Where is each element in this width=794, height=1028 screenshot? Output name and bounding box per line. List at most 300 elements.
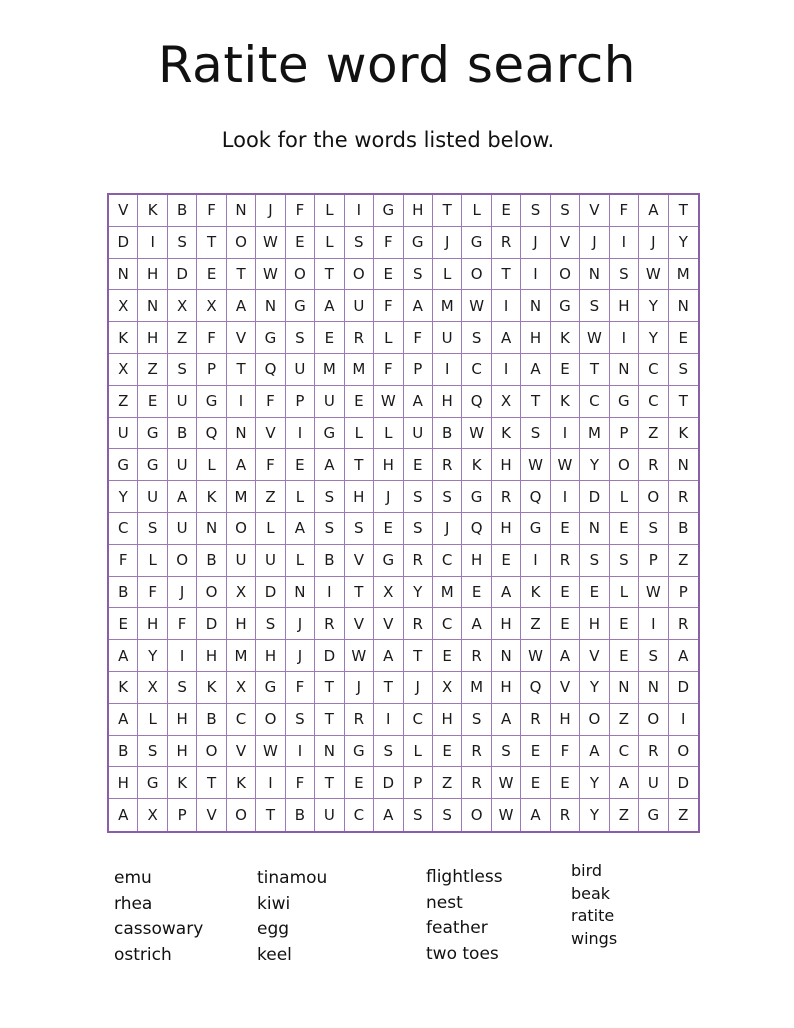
grid-cell: F: [610, 195, 639, 227]
grid-cell: O: [462, 259, 491, 291]
grid-cell: G: [138, 418, 167, 450]
grid-cell: Z: [138, 354, 167, 386]
grid-cell: K: [227, 767, 256, 799]
grid-cell: G: [462, 481, 491, 513]
grid-cell: W: [580, 322, 609, 354]
grid-cell: Z: [639, 418, 668, 450]
grid-cell: E: [492, 195, 521, 227]
grid-cell: H: [433, 704, 462, 736]
word-list-item: feather: [426, 918, 488, 938]
word-list-item: egg: [257, 919, 290, 939]
grid-cell: D: [109, 227, 138, 259]
grid-cell: G: [256, 322, 285, 354]
grid-cell: I: [551, 481, 580, 513]
grid-cell: W: [521, 640, 550, 672]
grid-cell: E: [433, 736, 462, 768]
grid-cell: E: [669, 322, 698, 354]
grid-cell: E: [551, 767, 580, 799]
word-list-column-3: [426, 865, 503, 967]
grid-cell: H: [256, 640, 285, 672]
grid-cell: E: [374, 513, 403, 545]
grid-cell: V: [551, 672, 580, 704]
grid-cell: L: [610, 577, 639, 609]
word-list-item: emu: [114, 868, 152, 888]
word-list-column-2: [257, 866, 327, 968]
grid-cell: S: [168, 672, 197, 704]
grid-cell: N: [138, 290, 167, 322]
grid-cell: E: [551, 577, 580, 609]
grid-cell: W: [345, 640, 374, 672]
grid-cell: U: [286, 354, 315, 386]
grid-cell: R: [345, 322, 374, 354]
grid-cell: I: [138, 227, 167, 259]
word-list-item: flightless: [426, 867, 503, 887]
grid-cell: N: [197, 513, 226, 545]
grid-cell: S: [492, 736, 521, 768]
grid-cell: H: [109, 767, 138, 799]
grid-cell: G: [610, 386, 639, 418]
grid-cell: T: [580, 354, 609, 386]
grid-cell: R: [639, 736, 668, 768]
grid-cell: E: [109, 608, 138, 640]
grid-cell: N: [315, 736, 344, 768]
grid-cell: S: [462, 704, 491, 736]
grid-cell: E: [610, 513, 639, 545]
grid-cell: W: [374, 386, 403, 418]
grid-cell: R: [551, 799, 580, 831]
grid-cell: E: [521, 767, 550, 799]
grid-cell: N: [286, 577, 315, 609]
grid-cell: Z: [610, 799, 639, 831]
grid-cell: S: [345, 513, 374, 545]
grid-cell: O: [197, 736, 226, 768]
grid-cell: B: [197, 704, 226, 736]
grid-cell: J: [580, 227, 609, 259]
grid-cell: C: [433, 545, 462, 577]
grid-cell: A: [168, 481, 197, 513]
grid-cell: M: [227, 481, 256, 513]
grid-cell: L: [610, 481, 639, 513]
grid-cell: K: [197, 672, 226, 704]
grid-cell: G: [639, 799, 668, 831]
grid-cell: Q: [256, 354, 285, 386]
grid-cell: F: [256, 386, 285, 418]
grid-cell: R: [404, 608, 433, 640]
grid-cell: W: [551, 449, 580, 481]
grid-cell: E: [551, 608, 580, 640]
grid-cell: A: [551, 640, 580, 672]
word-list-item: ostrich: [114, 944, 172, 965]
grid-cell: X: [374, 577, 403, 609]
grid-cell: E: [286, 227, 315, 259]
grid-cell: N: [227, 195, 256, 227]
grid-cell: F: [197, 195, 226, 227]
grid-cell: H: [610, 290, 639, 322]
grid-cell: K: [168, 767, 197, 799]
grid-cell: C: [610, 736, 639, 768]
page-title: Ratite word search: [158, 36, 636, 94]
grid-cell: V: [374, 608, 403, 640]
grid-cell: L: [197, 449, 226, 481]
grid-cell: W: [462, 290, 491, 322]
grid-cell: H: [138, 608, 167, 640]
grid-cell: F: [286, 672, 315, 704]
grid-cell: Y: [639, 290, 668, 322]
grid-cell: N: [227, 418, 256, 450]
grid-cell: E: [610, 640, 639, 672]
grid-cell: A: [492, 577, 521, 609]
grid-cell: S: [521, 418, 550, 450]
grid-cell: S: [521, 195, 550, 227]
grid-cell: K: [492, 418, 521, 450]
grid-cell: S: [138, 736, 167, 768]
grid-cell: G: [374, 195, 403, 227]
grid-cell: T: [492, 259, 521, 291]
grid-cell: O: [551, 259, 580, 291]
word-list-item: bird: [571, 861, 603, 880]
letter-grid: [107, 193, 700, 833]
grid-cell: Q: [521, 672, 550, 704]
grid-cell: R: [492, 481, 521, 513]
grid-cell: M: [345, 354, 374, 386]
grid-cell: W: [256, 259, 285, 291]
grid-cell: O: [256, 704, 285, 736]
grid-cell: R: [492, 227, 521, 259]
grid-cell: A: [109, 704, 138, 736]
instructions: Look for the words listed below.: [221, 128, 555, 152]
word-list-item: wings: [571, 928, 618, 948]
grid-cell: C: [404, 704, 433, 736]
grid-cell: S: [286, 704, 315, 736]
grid-cell: Y: [138, 640, 167, 672]
grid-cell: T: [404, 640, 433, 672]
grid-cell: X: [168, 290, 197, 322]
grid-cell: H: [492, 672, 521, 704]
grid-cell: S: [551, 195, 580, 227]
grid-cell: W: [256, 227, 285, 259]
grid-cell: F: [286, 195, 315, 227]
grid-cell: G: [138, 449, 167, 481]
grid-cell: N: [109, 259, 138, 291]
grid-cell: O: [345, 259, 374, 291]
grid-cell: X: [109, 354, 138, 386]
grid-cell: S: [345, 227, 374, 259]
grid-cell: B: [433, 418, 462, 450]
grid-cell: A: [109, 799, 138, 831]
grid-cell: E: [492, 545, 521, 577]
grid-cell: D: [669, 767, 698, 799]
grid-cell: P: [610, 418, 639, 450]
grid-cell: S: [433, 481, 462, 513]
grid-cell: A: [109, 640, 138, 672]
grid-cell: X: [109, 290, 138, 322]
grid-cell: B: [315, 545, 344, 577]
grid-cell: A: [462, 608, 491, 640]
grid-cell: S: [286, 322, 315, 354]
grid-cell: A: [227, 449, 256, 481]
grid-cell: D: [197, 608, 226, 640]
grid-cell: I: [521, 259, 550, 291]
grid-cell: U: [168, 449, 197, 481]
grid-cell: M: [315, 354, 344, 386]
grid-cell: R: [433, 449, 462, 481]
grid-cell: T: [197, 227, 226, 259]
grid-cell: V: [580, 195, 609, 227]
grid-cell: C: [462, 354, 491, 386]
grid-cell: S: [374, 736, 403, 768]
grid-cell: W: [639, 259, 668, 291]
grid-cell: F: [197, 322, 226, 354]
grid-cell: P: [286, 386, 315, 418]
grid-cell: T: [345, 449, 374, 481]
grid-cell: J: [433, 227, 462, 259]
grid-cell: X: [138, 672, 167, 704]
grid-cell: X: [138, 799, 167, 831]
grid-cell: L: [374, 322, 403, 354]
grid-cell: E: [433, 640, 462, 672]
grid-cell: K: [462, 449, 491, 481]
grid-cell: N: [492, 640, 521, 672]
grid-cell: I: [256, 767, 285, 799]
grid-cell: V: [256, 418, 285, 450]
word-list-item: two toes: [426, 943, 499, 964]
grid-cell: F: [256, 449, 285, 481]
grid-cell: A: [492, 322, 521, 354]
grid-cell: R: [669, 481, 698, 513]
grid-cell: U: [168, 386, 197, 418]
grid-cell: P: [639, 545, 668, 577]
grid-cell: K: [138, 195, 167, 227]
grid-cell: X: [197, 290, 226, 322]
word-list-item: beak: [571, 883, 611, 903]
grid-cell: R: [551, 545, 580, 577]
grid-cell: D: [256, 577, 285, 609]
grid-cell: C: [433, 608, 462, 640]
grid-cell: O: [639, 704, 668, 736]
grid-cell: F: [374, 354, 403, 386]
grid-cell: I: [639, 608, 668, 640]
grid-cell: X: [227, 577, 256, 609]
grid-cell: T: [315, 259, 344, 291]
grid-cell: E: [345, 767, 374, 799]
grid-cell: O: [168, 545, 197, 577]
grid-cell: E: [551, 354, 580, 386]
grid-cell: L: [286, 545, 315, 577]
grid-cell: M: [227, 640, 256, 672]
grid-cell: O: [227, 799, 256, 831]
grid-cell: W: [639, 577, 668, 609]
grid-cell: M: [462, 672, 491, 704]
grid-cell: E: [462, 577, 491, 609]
grid-cell: A: [315, 449, 344, 481]
grid-cell: F: [286, 767, 315, 799]
grid-cell: A: [669, 640, 698, 672]
grid-cell: J: [404, 672, 433, 704]
grid-cell: K: [521, 577, 550, 609]
grid-cell: L: [138, 704, 167, 736]
grid-cell: J: [345, 672, 374, 704]
grid-cell: S: [404, 259, 433, 291]
word-list-item: kiwi: [257, 893, 291, 914]
grid-cell: T: [256, 799, 285, 831]
grid-cell: U: [138, 481, 167, 513]
grid-cell: I: [374, 704, 403, 736]
grid-cell: S: [669, 354, 698, 386]
grid-cell: L: [315, 227, 344, 259]
grid-cell: P: [197, 354, 226, 386]
word-list-item: cassowary: [114, 919, 204, 939]
grid-cell: S: [462, 322, 491, 354]
grid-cell: R: [669, 608, 698, 640]
word-list-item: tinamou: [257, 868, 328, 888]
grid-cell: O: [669, 736, 698, 768]
grid-cell: G: [109, 449, 138, 481]
grid-cell: O: [580, 704, 609, 736]
grid-cell: E: [521, 736, 550, 768]
grid-cell: R: [462, 736, 491, 768]
grid-cell: F: [374, 227, 403, 259]
grid-cell: R: [404, 545, 433, 577]
grid-cell: L: [345, 418, 374, 450]
grid-cell: T: [669, 386, 698, 418]
grid-cell: H: [551, 704, 580, 736]
grid-cell: H: [580, 608, 609, 640]
grid-cell: I: [492, 290, 521, 322]
grid-cell: K: [669, 418, 698, 450]
grid-cell: L: [374, 418, 403, 450]
grid-cell: Z: [678, 806, 689, 825]
grid-cell: J: [286, 608, 315, 640]
grid-cell: Y: [580, 449, 609, 481]
grid-cell: J: [374, 481, 403, 513]
grid-cell: I: [551, 418, 580, 450]
grid-cell: H: [138, 259, 167, 291]
grid-cell: T: [521, 386, 550, 418]
grid-cell: R: [462, 640, 491, 672]
grid-cell: W: [492, 799, 521, 831]
grid-cell: U: [227, 545, 256, 577]
grid-cell: U: [315, 386, 344, 418]
grid-cell: K: [109, 322, 138, 354]
grid-cell: E: [580, 577, 609, 609]
grid-cell: Z: [433, 767, 462, 799]
grid-cell: T: [227, 259, 256, 291]
grid-cell: O: [227, 227, 256, 259]
grid-cell: S: [639, 513, 668, 545]
grid-cell: A: [404, 386, 433, 418]
grid-cell: I: [521, 545, 550, 577]
grid-cell: A: [580, 736, 609, 768]
grid-cell: A: [374, 640, 403, 672]
grid-cell: H: [197, 640, 226, 672]
grid-cell: S: [256, 608, 285, 640]
grid-cell: Q: [462, 386, 491, 418]
grid-cell: I: [433, 354, 462, 386]
grid-cell: P: [404, 767, 433, 799]
grid-cell: L: [286, 481, 315, 513]
grid-cell: B: [197, 545, 226, 577]
grid-cell: G: [462, 227, 491, 259]
grid-cell: Y: [580, 799, 609, 831]
grid-cell: V: [345, 545, 374, 577]
grid-cell: S: [168, 227, 197, 259]
grid-cell: I: [227, 386, 256, 418]
grid-cell: F: [374, 290, 403, 322]
grid-cell: A: [374, 799, 403, 831]
grid-cell: V: [580, 640, 609, 672]
grid-cell: J: [521, 227, 550, 259]
grid-cell: H: [168, 736, 197, 768]
grid-cell: W: [462, 418, 491, 450]
grid-cell: J: [168, 577, 197, 609]
word-list-item: rhea: [114, 893, 153, 914]
grid-cell: H: [492, 449, 521, 481]
grid-cell: I: [610, 227, 639, 259]
grid-cell: R: [315, 608, 344, 640]
grid-cell: F: [404, 322, 433, 354]
grid-cell: B: [168, 195, 197, 227]
grid-cell: O: [610, 449, 639, 481]
grid-cell: S: [404, 481, 433, 513]
grid-cell: G: [256, 672, 285, 704]
grid-cell: V: [197, 799, 226, 831]
grid-cell: U: [168, 513, 197, 545]
grid-cell: B: [168, 418, 197, 450]
grid-cell: E: [286, 449, 315, 481]
word-list-column-1: [114, 866, 203, 968]
grid-cell: H: [168, 704, 197, 736]
grid-cell: A: [315, 290, 344, 322]
grid-cell: A: [227, 290, 256, 322]
grid-cell: F: [168, 608, 197, 640]
grid-cell: J: [639, 227, 668, 259]
grid-cell: Q: [197, 418, 226, 450]
grid-cell: I: [286, 736, 315, 768]
grid-cell: B: [286, 799, 315, 831]
grid-cell: I: [669, 704, 698, 736]
grid-cell: M: [433, 290, 462, 322]
grid-cell: A: [610, 767, 639, 799]
grid-cell: N: [580, 513, 609, 545]
grid-cell: Y: [669, 227, 698, 259]
grid-cell: N: [580, 259, 609, 291]
word-list-item: keel: [257, 944, 292, 965]
grid-cell: O: [197, 577, 226, 609]
grid-cell: T: [315, 704, 344, 736]
grid-cell: I: [345, 195, 374, 227]
grid-cell: R: [345, 704, 374, 736]
grid-cell: S: [138, 513, 167, 545]
grid-cell: U: [345, 290, 374, 322]
grid-cell: I: [315, 577, 344, 609]
grid-cell: A: [492, 704, 521, 736]
grid-cell: G: [286, 290, 315, 322]
grid-cell: C: [345, 799, 374, 831]
grid-cell: T: [315, 767, 344, 799]
grid-cell: D: [168, 259, 197, 291]
grid-cell: U: [404, 418, 433, 450]
grid-cell: J: [256, 195, 285, 227]
grid-cell: T: [433, 195, 462, 227]
grid-cell: Z: [610, 704, 639, 736]
grid-cell: N: [639, 672, 668, 704]
grid-cell: D: [669, 672, 698, 704]
grid-cell: Y: [580, 767, 609, 799]
grid-cell: T: [669, 195, 698, 227]
grid-cell: I: [492, 354, 521, 386]
grid-cell: G: [197, 386, 226, 418]
grid-cell: Z: [109, 386, 138, 418]
